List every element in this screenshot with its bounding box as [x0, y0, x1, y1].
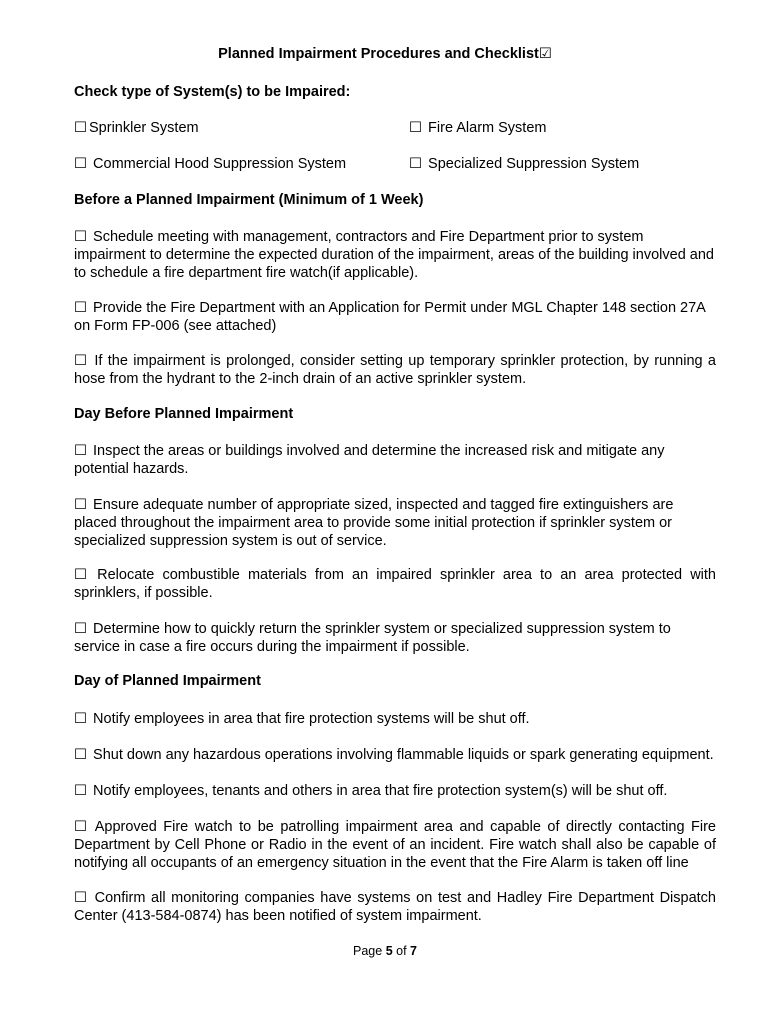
checkbox-icon[interactable]: ☐ [74, 443, 87, 459]
checkbox-icon[interactable]: ☐ [74, 497, 87, 513]
checklist-item-text: Shut down any hazardous operations involving flammable liquids or spark generating equipment. [93, 747, 714, 763]
checklist-item-text: Inspect the areas or buildings involved and determine the increased risk and mitigate any potential hazards. [74, 443, 665, 477]
checklist-item-text: Schedule meeting with management, contractors and Fire Department prior to system impairment to determine the expected duration of the impairment, areas of the building involved and to schedule a fire department fire watch(if applicable). [74, 229, 714, 281]
checklist-item [74, 299, 716, 335]
footer-total-pages: 7 [410, 944, 417, 958]
checkbox-icon[interactable]: ☐ [74, 300, 87, 316]
checkbox-commercial-hood-suppression[interactable] [74, 156, 346, 172]
checklist-item [74, 566, 716, 602]
checkbox-sprinkler-system[interactable] [74, 120, 199, 136]
checklist-item [74, 746, 716, 764]
checkbox-icon[interactable]: ☐ [74, 229, 87, 245]
checklist-item-text: Provide the Fire Department with an Application for Permit under MGL Chapter 148 section 27A on Form FP-006 (see attached) [74, 300, 706, 334]
section-heading-day-before: Day Before Planned Impairment [74, 406, 294, 422]
checklist-item [74, 889, 716, 925]
checkbox-label: Sprinkler System [89, 120, 199, 136]
checkbox-label: Specialized Suppression System [428, 156, 640, 172]
checklist-item [74, 496, 716, 550]
checkbox-icon[interactable]: ☐ [74, 156, 87, 172]
checkbox-icon[interactable]: ☐ [74, 819, 87, 835]
checkbox-fire-alarm-system[interactable] [409, 120, 546, 136]
checkbox-icon[interactable]: ☐ [409, 120, 422, 136]
checklist-item-text: Approved Fire watch to be patrolling impairment area and capable of directly contacting Fire Department by Cell Phone or Radio in the event of an incident. Fire watch shall also be capable of notifying all occupants of an emergency situation in the event that the Fire Alarm is taken off line [74, 819, 716, 871]
checklist-item [74, 442, 716, 478]
checkbox-icon[interactable]: ☐ [74, 120, 87, 136]
checklist-item-text: Notify employees in area that fire protection systems will be shut off. [93, 711, 530, 727]
checklist-item [74, 818, 716, 872]
footer-prefix: Page [353, 944, 383, 958]
checkbox-label: Fire Alarm System [428, 120, 547, 136]
checklist-item [74, 620, 716, 656]
checklist-item [74, 352, 716, 388]
section-heading-day-of: Day of Planned Impairment [74, 673, 261, 689]
footer-current-page: 5 [385, 944, 393, 958]
section-heading-before: Before a Planned Impairment (Minimum of 1 Week) [74, 192, 424, 208]
checklist-item [74, 782, 716, 800]
checkbox-specialized-suppression[interactable] [409, 156, 639, 172]
checklist-item [74, 710, 716, 728]
checkbox-label: Commercial Hood Suppression System [93, 156, 347, 172]
checklist-item-text: Notify employees, tenants and others in area that fire protection system(s) will be shut off. [93, 783, 668, 799]
checkbox-icon[interactable]: ☐ [74, 567, 87, 583]
page-number-footer [0, 944, 770, 958]
checkbox-icon[interactable]: ☐ [74, 353, 87, 369]
checked-box-icon: ☑ [538, 46, 552, 62]
checklist-item-text: Relocate combustible materials from an impaired sprinkler area to an area protected with sprinklers, if possible. [74, 567, 716, 601]
page-title [0, 46, 770, 62]
checklist-item-text: Ensure adequate number of appropriate sized, inspected and tagged fire extinguishers are placed throughout the impairment area to provide some initial protection if sprinkler system or specialized suppression system is out of service. [74, 497, 674, 549]
footer-of: of [396, 944, 407, 958]
checkbox-icon[interactable]: ☐ [74, 890, 87, 906]
checkbox-icon[interactable]: ☐ [74, 621, 87, 637]
checkbox-icon[interactable]: ☐ [74, 783, 87, 799]
system-type-heading: Check type of System(s) to be Impaired: [74, 84, 351, 100]
title-text: Planned Impairment Procedures and Checklist [218, 46, 539, 62]
checkbox-icon[interactable]: ☐ [409, 156, 422, 172]
checklist-item-text: Determine how to quickly return the sprinkler system or specialized suppression system to service in case a fire occurs during the impairment if possible. [74, 621, 671, 655]
checklist-item [74, 228, 716, 282]
checklist-item-text: Confirm all monitoring companies have systems on test and Hadley Fire Department Dispatch Center (413-584-0874) has been notified of system impairment. [74, 890, 716, 924]
checkbox-icon[interactable]: ☐ [74, 711, 87, 727]
checkbox-icon[interactable]: ☐ [74, 747, 87, 763]
checklist-item-text: If the impairment is prolonged, consider setting up temporary sprinkler protection, by running a hose from the hydrant to the 2-inch drain of an active sprinkler system. [74, 353, 716, 387]
